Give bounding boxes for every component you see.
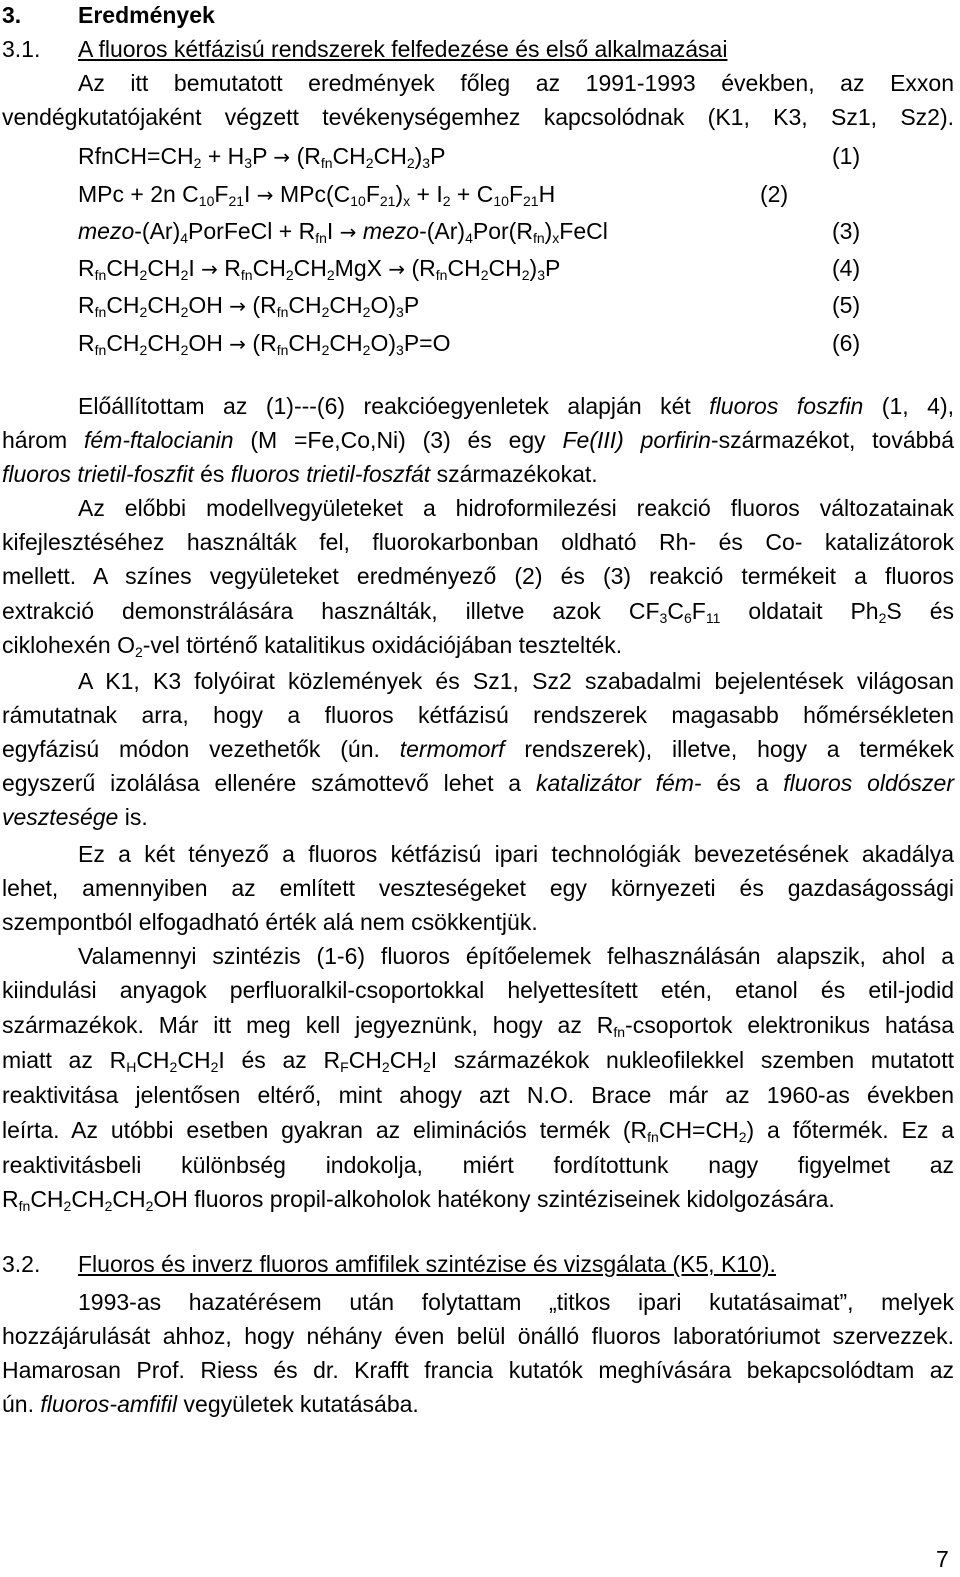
subsection-number: 3.2.	[2, 1251, 41, 1277]
text-line: származékok. Már itt meg kell jegyeznünk, hogy az $R_{fn}$-csoportok elektronikus hatása	[2, 1012, 955, 1040]
reaction-arrow-icon: →	[229, 294, 247, 318]
text-line: fluoros trietil-foszfit és fluoros trietil-foszfát származékokat.	[2, 461, 598, 487]
text-line: Az itt bemutatott eredmények főleg az 1991-1993 években, az Exxon	[78, 70, 954, 96]
equation-4: $R_{fn}CH_2CH_2I \to R_{fn}CH_2CH_2MgX \to (R_{fn}CH_2CH_2)_3P$	[78, 255, 561, 283]
text-line: kiindulási anyagok perfluoralkil-csoportokkal helyettesített etén, etanol és etil-jodid	[2, 977, 954, 1003]
text-line: Hamarosan Prof. Riess és dr. Krafft francia kutatók meghívására bekapcsolódtam az	[2, 1357, 954, 1383]
text-line: reaktivitása jelentősen eltérő, mint ahogy azt N.O. Brace már az 1960-as években	[2, 1082, 954, 1108]
text-line: vendégkutatójaként végzett tevékenységemhez kapcsolódnak (K1, K3, Sz1, Sz2).	[2, 104, 954, 130]
subsection-title: A fluoros kétfázisú rendszerek felfedezése és első alkalmazásai	[78, 36, 728, 62]
text-line: miatt az $R_HCH_2CH_2I$ és az $R_FCH_2CH_2I$ származékok nukleofilekkel szemben mutatott	[2, 1047, 954, 1075]
text-line: egyszerű izolálása ellenére számottevő lehet a katalizátor fém- és a fluoros oldószer	[2, 770, 955, 796]
text-line: szempontból elfogadható érték alá nem csökkentjük.	[2, 909, 538, 935]
equation-number: (1)	[832, 143, 861, 169]
text-line: mellett. A színes vegyületeket eredményező (2) és (3) reakció termékeit a fluoros	[2, 563, 954, 589]
reaction-arrow-icon: →	[339, 220, 357, 244]
reaction-arrow-icon: →	[256, 183, 274, 207]
text-line: ciklohexén $O_2$-vel történő katalitikus oxidációjában tesztelték.	[2, 632, 623, 660]
text-line: extrakció demonstrálására használták, illetve azok $CF_3C_6F_{11}$ oldatait $Ph_2S$ és	[2, 598, 954, 626]
equation-3: mezo-$(Ar)_4PorFeCl + R_{fn}I$ → mezo-$(Ar)_4Por(R_{fn})_xFeCl$	[78, 218, 608, 246]
text-line: 1993-as hazatérésem után folytattam „titkos ipari kutatásaimat”, melyek	[78, 1289, 954, 1315]
text-line: rámutatnak arra, hogy a fluoros kétfázisú rendszerek magasabb hőmérsékleten	[2, 702, 954, 728]
text-line: A K1, K3 folyóirat közlemények és Sz1, Sz2 szabadalmi bejelentések világosan	[78, 668, 954, 694]
equation-2: MPc + 2n $C_{10}F_{21}I \to MPc(C_{10}F_{21})_x + I_2 + C_{10}F_{21}H$	[78, 181, 556, 209]
text-line: Az előbbi modellvegyületeket a hidroformilezési reakció fluoros változatainak	[78, 495, 954, 521]
equation-number: (4)	[832, 255, 861, 281]
text-line: leírta. Az utóbbi esetben gyakran az eliminációs termék $(R_{fn}CH=CH_2)$ a főtermék. Ez a	[2, 1117, 954, 1145]
equation-number: (6)	[832, 330, 861, 356]
reaction-arrow-icon: →	[201, 257, 218, 281]
subsection-number: 3.1.	[2, 36, 41, 62]
text-line: kifejlesztéséhez használták fel, fluorokarbonban oldható Rh- és Co- katalizátorok	[2, 529, 954, 555]
text-line: hozzájárulását ahhoz, hogy néhány éven belül önálló fluoros laboratóriumot szervezzek.	[2, 1323, 954, 1349]
equation-1: $RfnCH=CH_2 + H_3P \to (R_{fn}CH_2CH_2)_3P$	[78, 143, 446, 171]
section-title: Eredmények	[78, 2, 215, 28]
text-line: Előállítottam az (1)---(6) reakcióegyenletek alapján két fluoros foszfin (1, 4),	[78, 393, 954, 419]
text-line: Ez a két tényező a fluoros kétfázisú ipari technológiák bevezetésének akadálya	[78, 841, 954, 867]
section-number: 3.	[2, 2, 22, 28]
equation-number: (3)	[832, 218, 861, 244]
equation-6: $R_{fn}CH_2CH_2OH \to (R_{fn}CH_2CH_2O)_3P=O$	[78, 330, 451, 358]
text-line: lehet, amennyiben az említett veszteségeket egy környezeti és gazdaságossági	[2, 875, 954, 901]
equation-number: (5)	[832, 292, 861, 318]
text-line: vesztesége is.	[2, 804, 148, 830]
reaction-arrow-icon: →	[229, 332, 247, 356]
page-number: 7	[936, 1546, 949, 1572]
text-line: három fém-ftalocianin (M =Fe,Co,Ni) (3) és egy Fe(III) porfirin-származékot, továbbá	[2, 427, 954, 453]
subsection-title: Fluoros és inverz fluoros amfifilek szintézise és vizsgálata (K5, K10).	[78, 1251, 776, 1277]
text-line: Valamennyi szintézis (1-6) fluoros építőelemek felhasználásán alapszik, ahol a	[78, 943, 954, 969]
text-line: reaktivitásbeli különbség indokolja, miért fordítottunk nagy figyelmet az	[2, 1152, 954, 1178]
equation-number: (2)	[760, 181, 789, 207]
text-line: ún. fluoros-amfifil vegyületek kutatásába.	[2, 1391, 419, 1417]
reaction-arrow-icon: →	[273, 145, 291, 169]
reaction-arrow-icon: →	[388, 257, 406, 281]
text-line: $R_{fn}CH_2CH_2CH_2OH$ fluoros propil-alkoholok hatékony szintéziseinek kidolgozására.	[2, 1186, 835, 1214]
text-line: egyfázisú módon vezethetők (ún. termomorf rendszerek), illetve, hogy a termékek	[2, 736, 955, 762]
equation-5: $R_{fn}CH_2CH_2OH \to (R_{fn}CH_2CH_2O)_3P$	[78, 292, 420, 320]
